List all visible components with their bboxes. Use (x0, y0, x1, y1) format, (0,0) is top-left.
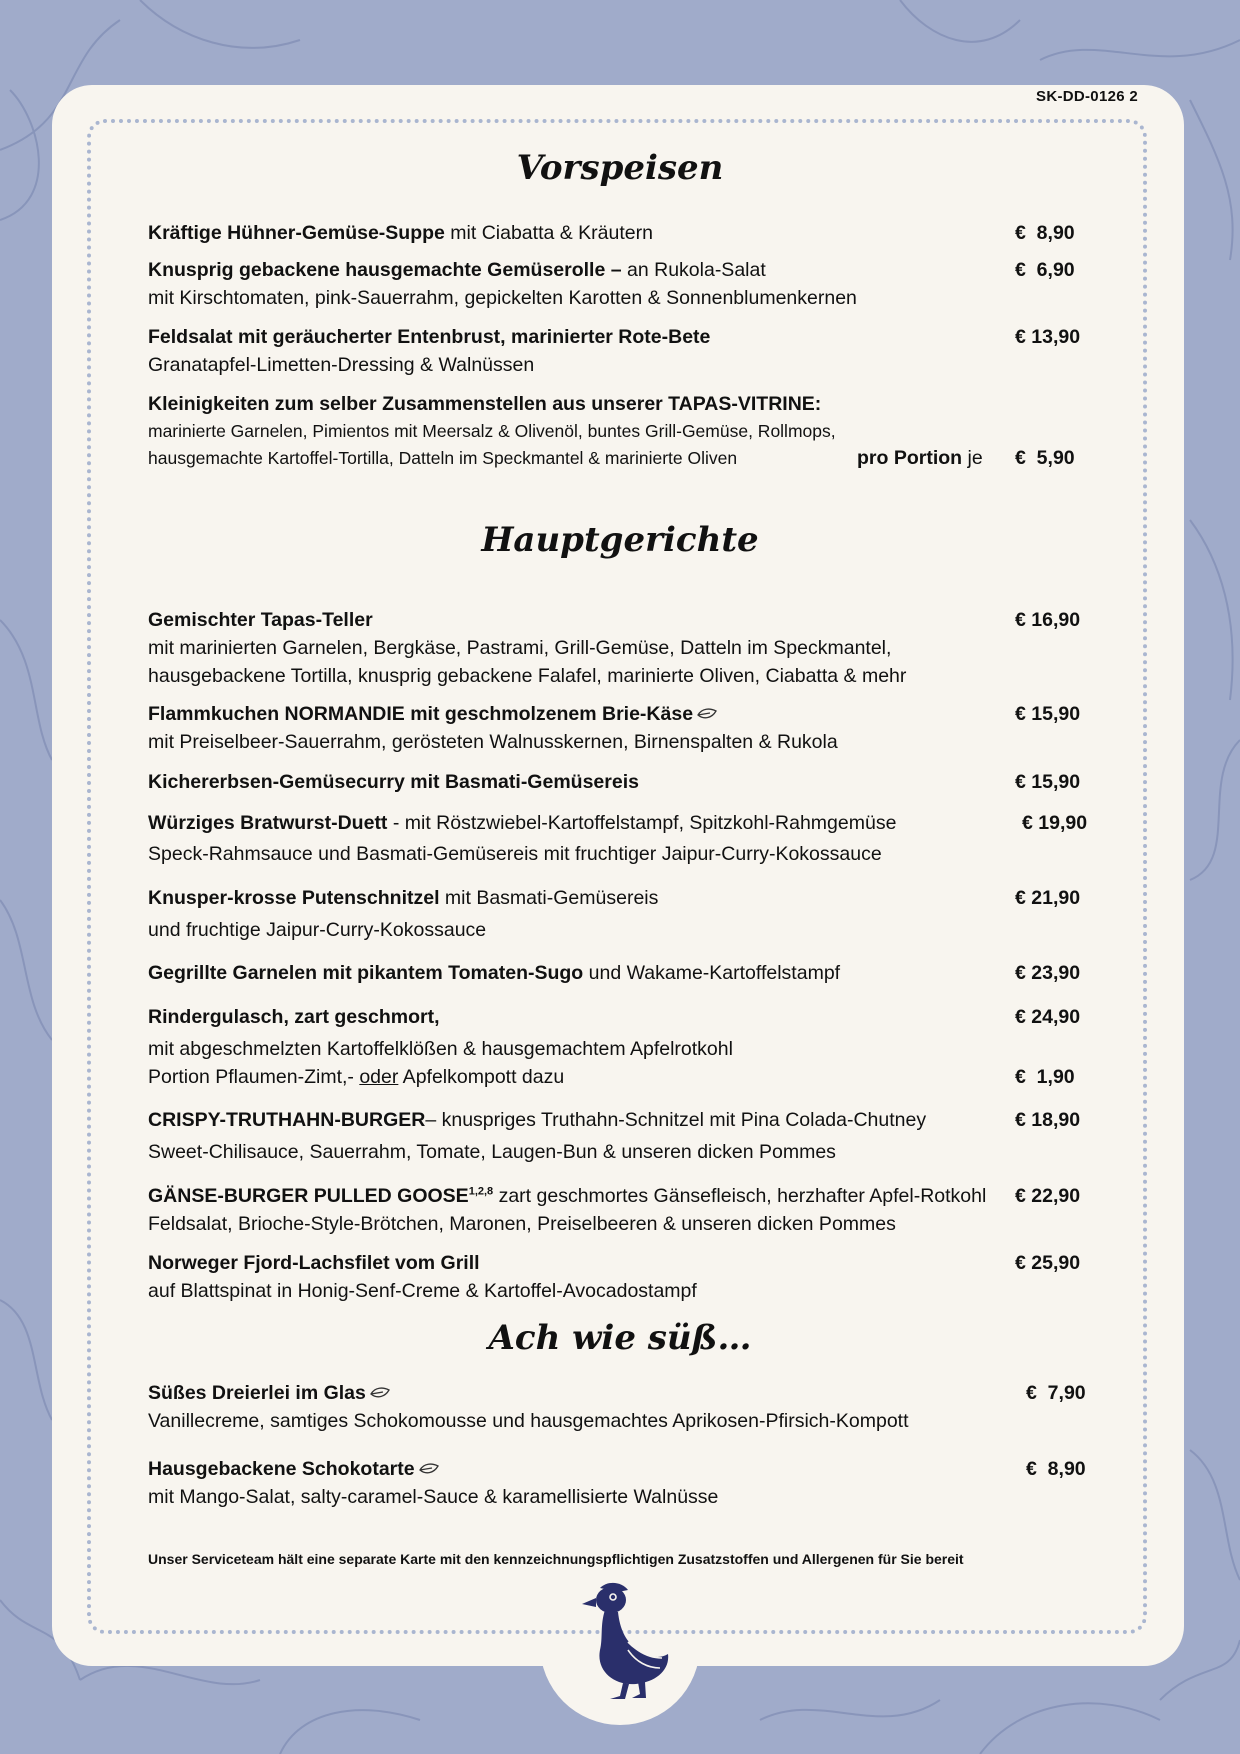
menu-item (148, 1249, 1108, 1305)
item-name: Feldsalat mit geräucherter Entenbrust, marinierter Rote-Bete (148, 326, 711, 348)
leaf-icon (696, 708, 718, 722)
item-description: und Wakame-Kartoffelstampf (583, 962, 841, 984)
item-price: € 8,90 (1015, 222, 1075, 244)
item-name: Würziges Bratwurst-Duett (148, 812, 388, 834)
leaf-icon (369, 1387, 391, 1401)
item-description: – knuspriges Truthahn-Schnitzel mit Pina Colada-Chutney (425, 1109, 927, 1131)
item-price: € 15,90 (1015, 771, 1081, 793)
section-title-dessert: Ach wie süß… (488, 1318, 752, 1358)
item-price: € 15,90 (1015, 703, 1081, 725)
menu-item (148, 1106, 1108, 1166)
item-description: Portion Pflaumen-Zimt,- (148, 1066, 360, 1088)
allergen-superscript: 1,2,8 (468, 1185, 494, 1198)
portion-suffix: je (962, 447, 983, 469)
item-description: auf Blattspinat in Honig-Senf-Creme & Kartoffel-Avocadostampf (148, 1280, 697, 1302)
item-name: Flammkuchen NORMANDIE mit geschmolzenem Brie-Käse (148, 703, 694, 725)
menu-item (148, 256, 1108, 312)
item-description: Apfelkompott dazu (398, 1066, 565, 1088)
item-name: Hausgebackene Schokotarte (148, 1458, 415, 1480)
menu-item (148, 606, 1108, 690)
item-description: mit abgeschmelzten Kartoffelklößen & hausgemachtem Apfelrotkohl (148, 1038, 733, 1060)
menu-item (148, 768, 1108, 796)
item-description: mit Mango-Salat, salty-caramel-Sauce & karamellisierte Walnüsse (148, 1486, 719, 1508)
section-title-hauptgerichte: Hauptgerichte (481, 520, 759, 560)
item-name: Rindergulasch, zart geschmort, (148, 1006, 440, 1028)
item-description: mit Kirschtomaten, pink-Sauerrahm, gepickelten Karotten & Sonnenblumenkernen (148, 287, 857, 309)
item-description: mit Ciabatta & Kräutern (444, 222, 653, 244)
leaf-icon (418, 1463, 440, 1477)
menu-item (148, 1455, 1108, 1511)
item-name: GÄNSE-BURGER PULLED GOOSE (148, 1185, 469, 1207)
item-price: € 13,90 (1015, 326, 1081, 348)
item-name: Norweger Fjord-Lachsfilet vom Grill (148, 1252, 480, 1274)
allergen-notice: Unser Serviceteam hält eine separate Karte mit den kennzeichnungspflichtigen Zusatzstoffen und Allergenen für Sie bereit (148, 1551, 964, 1567)
item-name: Gemischter Tapas-Teller (148, 609, 373, 631)
item-description: an Rukola-Salat (621, 259, 766, 281)
item-price: € 16,90 (1015, 609, 1081, 631)
menu-item (148, 959, 1108, 987)
item-price: € 8,90 (1026, 1458, 1086, 1480)
item-description-underlined: oder (359, 1066, 399, 1088)
menu-item (148, 1379, 1108, 1435)
item-price-extra: € 1,90 (1015, 1066, 1075, 1088)
item-description: hausgebackene Tortilla, knusprig gebackene Falafel, marinierte Oliven, Ciabatta & mehr (148, 665, 907, 687)
menu-item (148, 1003, 1108, 1091)
item-name: Kräftige Hühner-Gemüse-Suppe (148, 222, 445, 244)
item-price: € 6,90 (1015, 259, 1075, 281)
menu-item (148, 219, 1108, 247)
menu-item (148, 809, 1108, 868)
item-price: € 25,90 (1015, 1252, 1081, 1274)
menu-item (148, 1182, 1108, 1238)
item-description: Sweet-Chilisauce, Sauerrahm, Tomate, Laugen-Bun & unseren dicken Pommes (148, 1141, 836, 1163)
item-description: Feldsalat, Brioche-Style-Brötchen, Maronen, Preiselbeeren & unseren dicken Pommes (148, 1213, 896, 1235)
item-description: zart geschmortes Gänsefleisch, herzhafter Apfel-Rotkohl (493, 1185, 987, 1207)
item-description: Vanillecreme, samtiges Schokomousse und hausgemachtes Aprikosen-Pfirsich-Kompott (148, 1410, 909, 1432)
menu-item (148, 390, 1108, 472)
item-price: € 7,90 (1026, 1382, 1086, 1404)
item-price: € 22,90 (1015, 1185, 1081, 1207)
item-description: mit Basmati-Gemüsereis (439, 887, 659, 909)
duck-logo-icon (578, 1580, 673, 1702)
item-price: € 24,90 (1015, 1006, 1081, 1028)
item-name: Knusper-krosse Putenschnitzel (148, 887, 440, 909)
section-title-vorspeisen: Vorspeisen (516, 148, 724, 188)
item-name: Kichererbsen-Gemüsecurry mit Basmati-Gemüsereis (148, 771, 639, 793)
item-name: Knusprig gebackene hausgemachte Gemüserolle – (148, 259, 622, 281)
item-description: marinierte Garnelen, Pimientos mit Meersalz & Olivenöl, buntes Grill-Gemüse, Rollmops, (148, 421, 836, 441)
item-price: € 5,90 (1015, 447, 1075, 469)
item-price: € 21,90 (1015, 887, 1081, 909)
document-code: SK-DD-0126 2 (1036, 88, 1138, 105)
menu-item (148, 884, 1108, 944)
item-name: Süßes Dreierlei im Glas (148, 1382, 366, 1404)
item-description: - mit Röstzwiebel-Kartoffelstampf, Spitzkohl-Rahmgemüse (387, 812, 897, 834)
portion-label: pro Portion (857, 447, 963, 469)
item-description: mit Preiselbeer-Sauerrahm, gerösteten Walnusskernen, Birnenspalten & Rukola (148, 731, 838, 753)
item-price: € 19,90 (1022, 812, 1088, 834)
item-name: Kleinigkeiten zum selber Zusammenstellen aus unserer TAPAS-VITRINE: (148, 393, 822, 415)
item-price: € 23,90 (1015, 962, 1081, 984)
item-description: und fruchtige Jaipur-Curry-Kokossauce (148, 919, 487, 941)
menu-item (148, 700, 1108, 756)
item-description: mit marinierten Garnelen, Bergkäse, Pastrami, Grill-Gemüse, Datteln im Speckmantel, (148, 637, 892, 659)
item-name: Gegrillte Garnelen mit pikantem Tomaten-Sugo (148, 962, 584, 984)
item-description: Speck-Rahmsauce und Basmati-Gemüsereis mit fruchtiger Jaipur-Curry-Kokossauce (148, 843, 882, 865)
menu-item (148, 323, 1108, 379)
item-name: CRISPY-TRUTHAHN-BURGER (148, 1109, 426, 1131)
item-price: € 18,90 (1015, 1109, 1081, 1131)
item-description: Granatapfel-Limetten-Dressing & Walnüssen (148, 354, 535, 376)
item-description: hausgemachte Kartoffel-Tortilla, Datteln im Speckmantel & marinierte Oliven (148, 448, 738, 468)
